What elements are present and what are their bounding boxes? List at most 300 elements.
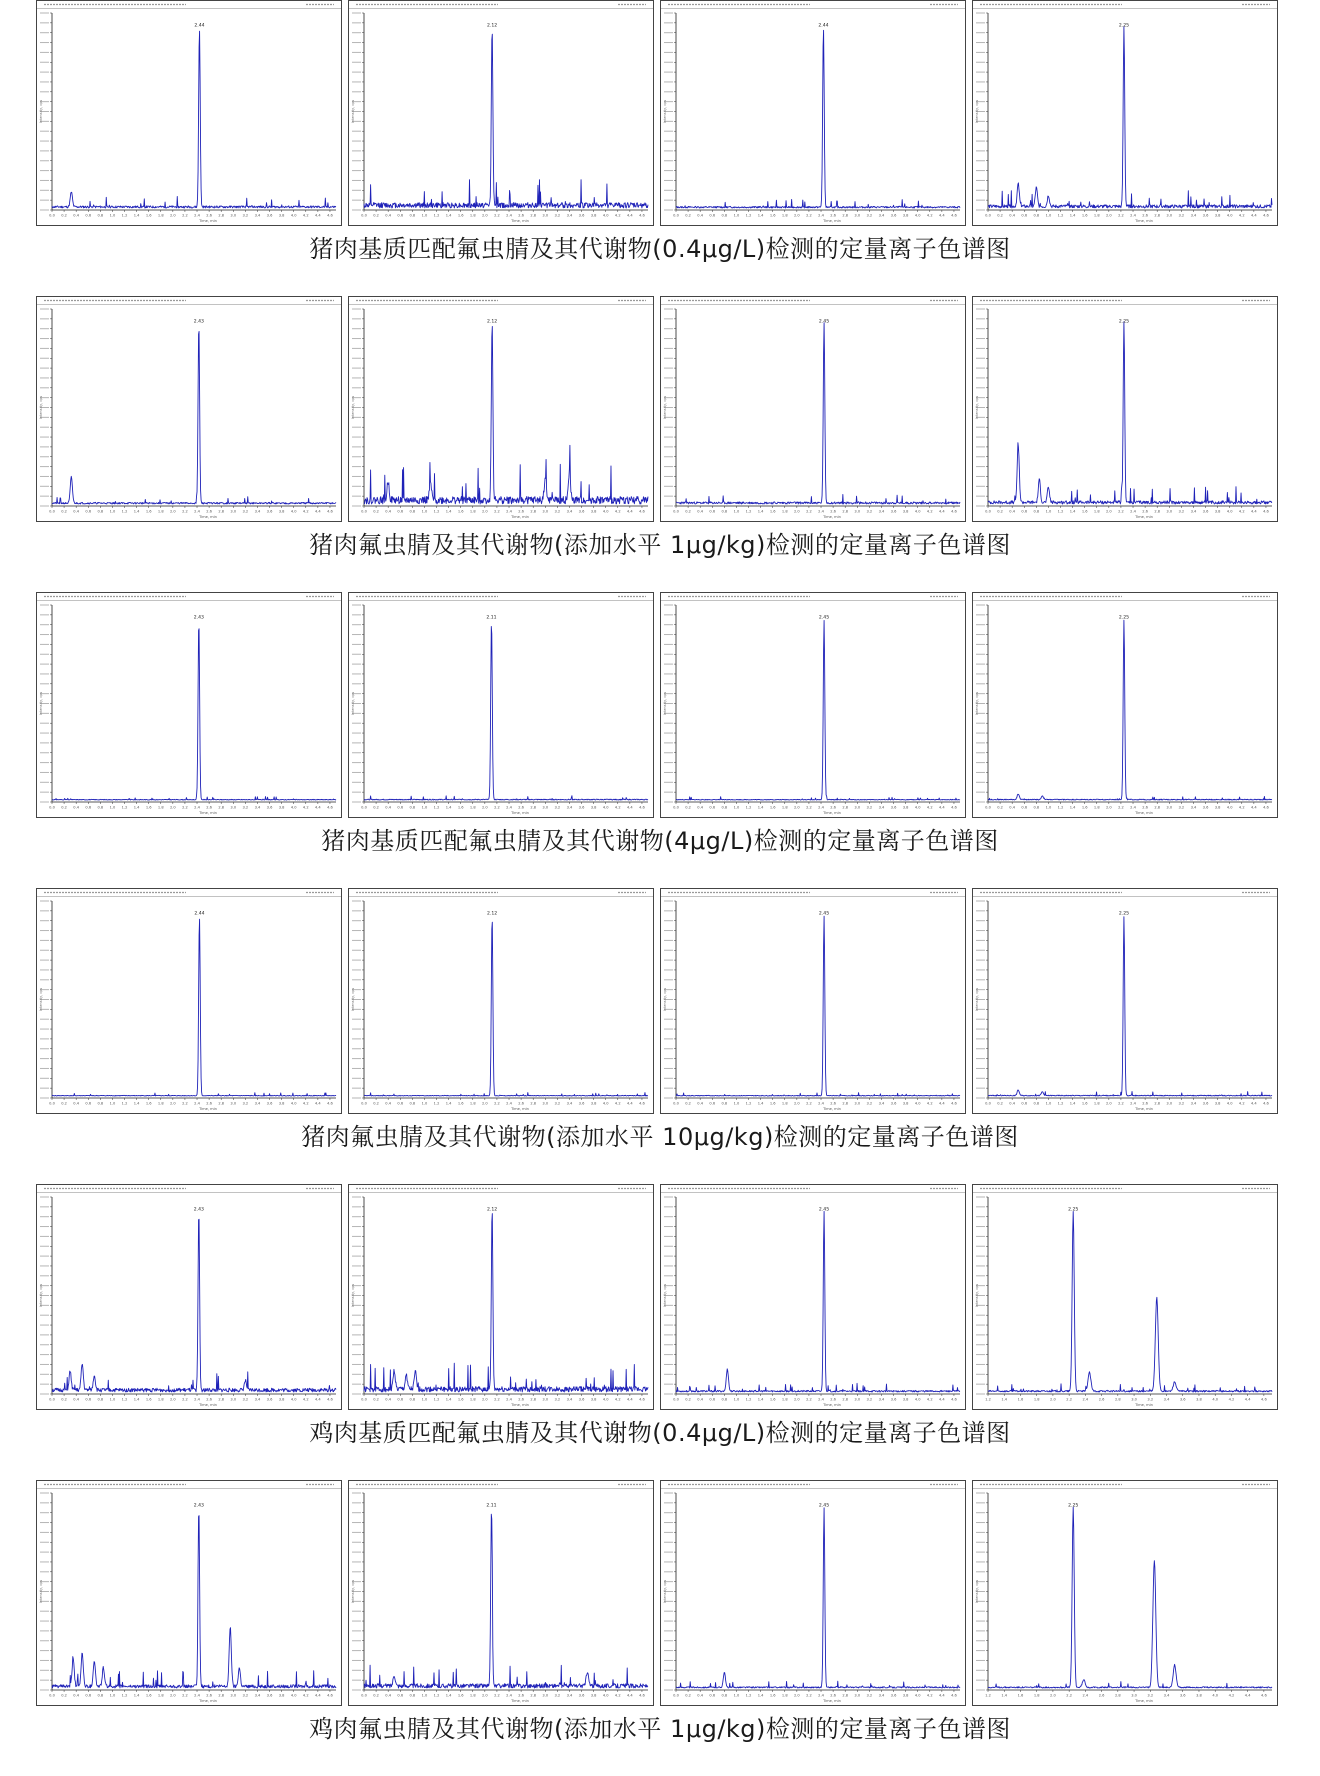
- x-tick-label: 3.6: [1202, 1101, 1209, 1106]
- x-tick-label: 2.6: [830, 1101, 836, 1106]
- x-tick-label: 1.4: [133, 213, 140, 218]
- x-tick-label: 4.4: [939, 213, 945, 218]
- chromatogram-panel: [660, 592, 966, 818]
- x-tick-label: 3.4: [566, 213, 573, 218]
- x-tick-label: 0.6: [85, 1397, 92, 1402]
- peak-rt-label: 2.12: [486, 911, 498, 917]
- x-tick-label: 1.0: [109, 1397, 116, 1402]
- x-tick-label: 0.0: [985, 805, 991, 810]
- plot-axes: [988, 1493, 1272, 1690]
- chromatogram-svg: [660, 296, 966, 522]
- peak-rt-label: 2.44: [818, 23, 829, 29]
- chromatogram-svg: [348, 1480, 654, 1706]
- panel-frame: [661, 593, 966, 818]
- x-tick-label: 1.2: [121, 1397, 128, 1402]
- x-tick-label: 0.4: [697, 805, 704, 810]
- x-tick-label: 4.2: [926, 1397, 933, 1402]
- x-tick-label: 2.0: [793, 805, 800, 810]
- x-tick-label: 3.8: [902, 1397, 909, 1402]
- x-tick-label: 0.8: [721, 509, 728, 514]
- x-tick-label: 1.0: [733, 1101, 740, 1106]
- x-tick-label: 1.2: [433, 509, 440, 514]
- chromatogram-trace: [676, 1508, 960, 1688]
- x-tick-label: 4.0: [602, 1101, 609, 1106]
- x-tick-label: 1.0: [1045, 509, 1052, 514]
- x-tick-label: 1.2: [1057, 213, 1064, 218]
- x-tick-label: 3.6: [578, 509, 585, 514]
- panel-frame: [349, 889, 654, 1114]
- chromatogram-svg: [660, 888, 966, 1114]
- x-tick-label: 3.6: [890, 1693, 897, 1698]
- x-tick-label: 4.6: [951, 805, 957, 810]
- x-tick-label: 1.2: [985, 1693, 991, 1698]
- x-tick-label: 3.6: [1179, 1693, 1186, 1698]
- chromatogram-svg: [660, 1184, 966, 1410]
- x-tick-label: 3.8: [902, 1693, 909, 1698]
- x-tick-label: 0.4: [697, 1101, 704, 1106]
- x-tick-label: 1.0: [733, 509, 740, 514]
- x-tick-label: 0.0: [673, 1397, 679, 1402]
- x-tick-label: 2.6: [830, 213, 836, 218]
- x-tick-label: 3.2: [1147, 1397, 1154, 1402]
- x-tick-label: 4.6: [951, 1101, 957, 1106]
- x-tick-label: 2.2: [494, 509, 500, 514]
- y-axis-label: Intensity, cps: [975, 691, 979, 716]
- peak-rt-label: 2.43: [193, 1207, 204, 1213]
- x-tick-label: 3.6: [890, 509, 897, 514]
- x-tick-label: 3.8: [278, 1397, 285, 1402]
- y-axis-label: Intensity, cps: [351, 1579, 355, 1604]
- x-tick-label: 4.4: [627, 213, 633, 218]
- chromatogram-trace: [988, 27, 1272, 208]
- x-tick-label: 3.2: [866, 1397, 873, 1402]
- x-tick-label: 3.8: [278, 1101, 285, 1106]
- x-tick-label: 2.4: [506, 1101, 512, 1106]
- x-tick-label: 0.8: [721, 805, 728, 810]
- x-tick-label: 1.6: [769, 509, 776, 514]
- y-axis-label: Intensity, cps: [39, 1283, 43, 1308]
- x-tick-label: 2.0: [1105, 805, 1112, 810]
- row-caption: 猪肉氟虫腈及其代谢物(添加水平 10μg/kg)检测的定量离子色谱图: [301, 1123, 1019, 1151]
- x-tick-label: 2.4: [1082, 1693, 1089, 1698]
- x-tick-label: 3.8: [590, 213, 597, 218]
- panel-frame: [37, 297, 342, 522]
- x-tick-label: 0.4: [73, 509, 80, 514]
- x-tick-label: 1.8: [157, 213, 164, 218]
- x-tick-label: 2.8: [218, 1101, 225, 1106]
- x-tick-label: 0.8: [409, 1397, 416, 1402]
- plot-axes: [676, 309, 960, 506]
- x-tick-label: 1.8: [781, 1397, 788, 1402]
- chromatogram-panel: [972, 888, 1278, 1114]
- peak-rt-label: 2.45: [818, 319, 830, 325]
- chromatogram-trace: [52, 31, 336, 208]
- panel-header-strip: [661, 593, 966, 601]
- x-tick-label: 2.4: [1130, 1101, 1136, 1106]
- x-tick-label: 4.2: [926, 1101, 933, 1106]
- panel-frame: [661, 1185, 966, 1410]
- x-tick-label: 1.6: [769, 805, 776, 810]
- x-tick-label: 2.4: [818, 509, 824, 514]
- x-axis-label: Time, min: [199, 1403, 217, 1407]
- x-tick-label: 2.8: [842, 1397, 849, 1402]
- x-tick-label: 3.2: [242, 509, 249, 514]
- panel-frame: [37, 889, 342, 1114]
- chromatogram-panel: [36, 592, 342, 818]
- x-tick-label: 1.4: [445, 1101, 452, 1106]
- x-tick-label: 1.2: [433, 1397, 440, 1402]
- x-tick-label: 4.2: [302, 1693, 309, 1698]
- x-tick-label: 1.0: [1045, 805, 1052, 810]
- x-tick-label: 3.4: [566, 1397, 573, 1402]
- plot-axes: [364, 13, 648, 210]
- x-tick-label: 2.6: [206, 1397, 212, 1402]
- x-axis-label: Time, min: [511, 811, 529, 815]
- x-tick-label: 1.8: [157, 805, 164, 810]
- chromatogram-trace: [988, 917, 1272, 1096]
- x-tick-label: 3.2: [866, 1101, 873, 1106]
- panel-frame: [349, 1185, 654, 1410]
- x-tick-label: 1.6: [457, 1397, 464, 1402]
- x-tick-label: 3.8: [1214, 1101, 1221, 1106]
- row-caption: 猪肉基质匹配氟虫腈及其代谢物(4μg/L)检测的定量离子色谱图: [321, 827, 999, 855]
- x-tick-label: 2.0: [1050, 1397, 1056, 1402]
- chromatogram-svg: [348, 592, 654, 818]
- x-tick-label: 0.8: [1033, 805, 1040, 810]
- peak-rt-label: 2.45: [818, 911, 830, 917]
- x-tick-label: 0.0: [361, 1397, 367, 1402]
- x-tick-label: 0.2: [685, 509, 691, 514]
- x-tick-label: 1.0: [733, 1693, 740, 1698]
- x-tick-label: 0.6: [709, 509, 716, 514]
- x-tick-label: 1.4: [757, 1397, 764, 1402]
- x-tick-label: 2.4: [818, 1101, 824, 1106]
- x-tick-label: 4.0: [1212, 1693, 1219, 1698]
- plot-axes: [52, 13, 336, 210]
- panel-header-strip: [661, 1481, 966, 1489]
- x-tick-label: 3.6: [1202, 213, 1209, 218]
- panel-header-strip: [973, 1185, 1278, 1193]
- x-tick-label: 2.8: [1114, 1693, 1121, 1698]
- x-axis-label: Time, min: [199, 811, 217, 815]
- peak-rt-label: 2.25: [1068, 1503, 1079, 1509]
- x-tick-label: 2.0: [169, 1397, 176, 1402]
- row-caption: 鸡肉氟虫腈及其代谢物(添加水平 1μg/kg)检测的定量离子色谱图: [309, 1715, 1011, 1743]
- x-tick-label: 2.4: [194, 805, 200, 810]
- panel-header-strip: [973, 1481, 1278, 1489]
- x-tick-label: 4.6: [951, 1397, 957, 1402]
- x-tick-label: 1.0: [421, 1693, 428, 1698]
- peak-rt-label: 2.45: [818, 1207, 830, 1213]
- x-tick-label: 4.4: [939, 1397, 945, 1402]
- x-tick-label: 2.2: [1066, 1397, 1073, 1402]
- x-tick-label: 1.2: [1057, 509, 1064, 514]
- y-axis-label: Intensity, cps: [663, 691, 667, 716]
- x-tick-label: 1.8: [1093, 1101, 1100, 1106]
- x-axis-label: Time, min: [823, 1107, 841, 1111]
- x-tick-label: 1.2: [121, 509, 128, 514]
- chromatogram-trace: [364, 327, 648, 504]
- x-tick-label: 3.0: [230, 509, 237, 514]
- x-tick-label: 0.4: [73, 1693, 80, 1698]
- x-tick-label: 1.8: [469, 1101, 476, 1106]
- x-tick-label: 1.4: [757, 805, 764, 810]
- x-tick-label: 1.2: [433, 1693, 440, 1698]
- x-tick-label: 1.6: [1017, 1397, 1024, 1402]
- x-tick-label: 0.0: [49, 805, 55, 810]
- x-tick-label: 4.4: [315, 1693, 321, 1698]
- x-axis-label: Time, min: [199, 219, 217, 223]
- x-tick-label: 0.4: [73, 213, 80, 218]
- x-tick-label: 0.8: [1033, 1101, 1040, 1106]
- x-tick-label: 4.2: [614, 1397, 621, 1402]
- x-tick-label: 4.2: [1238, 509, 1245, 514]
- x-tick-label: 0.2: [997, 509, 1003, 514]
- x-tick-label: 0.4: [385, 509, 392, 514]
- x-tick-label: 2.8: [1154, 805, 1161, 810]
- x-tick-label: 3.2: [866, 1693, 873, 1698]
- x-tick-label: 1.6: [145, 1693, 152, 1698]
- chromatogram-trace: [676, 1211, 960, 1392]
- panel-header-strip: [37, 1185, 342, 1193]
- chromatogram-trace: [676, 620, 960, 800]
- chromatogram-svg: [972, 592, 1278, 818]
- panel-header-strip: [349, 297, 654, 305]
- chromatogram-svg: [36, 1184, 342, 1410]
- x-tick-label: 4.4: [627, 805, 633, 810]
- x-tick-label: 0.2: [373, 1101, 379, 1106]
- x-tick-label: 1.6: [769, 1693, 776, 1698]
- x-tick-label: 2.6: [518, 1693, 524, 1698]
- panel-header-strip: [349, 1185, 654, 1193]
- x-tick-label: 3.6: [266, 1397, 273, 1402]
- x-tick-label: 0.8: [409, 1101, 416, 1106]
- x-tick-label: 4.2: [302, 1397, 309, 1402]
- x-tick-label: 0.6: [397, 805, 404, 810]
- x-tick-label: 4.6: [639, 213, 645, 218]
- x-tick-label: 1.6: [145, 1101, 152, 1106]
- x-tick-label: 4.6: [1261, 1397, 1267, 1402]
- x-tick-label: 3.2: [866, 509, 873, 514]
- x-tick-label: 1.2: [745, 1397, 752, 1402]
- x-tick-label: 3.4: [1190, 1101, 1197, 1106]
- x-tick-label: 1.0: [421, 509, 428, 514]
- x-tick-label: 4.6: [639, 805, 645, 810]
- x-tick-label: 1.2: [745, 213, 752, 218]
- x-tick-label: 4.2: [926, 509, 933, 514]
- x-tick-label: 0.0: [361, 1101, 367, 1106]
- x-tick-label: 0.0: [361, 509, 367, 514]
- x-tick-label: 1.8: [469, 213, 476, 218]
- x-tick-label: 0.2: [61, 1693, 67, 1698]
- x-tick-label: 1.8: [157, 509, 164, 514]
- x-tick-label: 0.2: [61, 1397, 67, 1402]
- peak-rt-label: 2.25: [1118, 319, 1130, 325]
- panel-frame: [37, 1185, 342, 1410]
- x-tick-label: 3.8: [902, 805, 909, 810]
- x-tick-label: 1.8: [781, 213, 788, 218]
- chromatogram-trace: [52, 1516, 336, 1688]
- plot-axes: [988, 605, 1272, 802]
- x-tick-label: 2.0: [481, 213, 488, 218]
- x-tick-label: 4.2: [614, 509, 621, 514]
- x-tick-label: 0.8: [1033, 509, 1040, 514]
- x-tick-label: 3.2: [554, 509, 561, 514]
- x-tick-label: 4.6: [951, 509, 957, 514]
- x-tick-label: 3.8: [590, 805, 597, 810]
- x-tick-label: 1.6: [769, 1101, 776, 1106]
- x-tick-label: 3.0: [542, 805, 549, 810]
- x-tick-label: 4.4: [315, 1397, 321, 1402]
- x-tick-label: 4.0: [914, 805, 921, 810]
- panel-header-strip: [37, 297, 342, 305]
- y-axis-label: Intensity, cps: [663, 987, 667, 1012]
- x-tick-label: 4.6: [639, 1397, 645, 1402]
- plot-axes: [364, 605, 648, 802]
- x-tick-label: 2.6: [206, 805, 212, 810]
- x-tick-label: 2.8: [842, 1693, 849, 1698]
- x-tick-label: 1.4: [757, 213, 764, 218]
- x-tick-label: 3.4: [254, 1693, 261, 1698]
- x-tick-label: 4.6: [1263, 805, 1269, 810]
- x-tick-label: 0.4: [73, 1101, 80, 1106]
- x-tick-label: 1.8: [1093, 213, 1100, 218]
- panel-header-strip: [973, 593, 1278, 601]
- plot-axes: [364, 901, 648, 1098]
- row-caption: 猪肉氟虫腈及其代谢物(添加水平 1μg/kg)检测的定量离子色谱图: [309, 531, 1011, 559]
- x-tick-label: 0.6: [1021, 805, 1028, 810]
- chromatogram-trace: [364, 1514, 648, 1688]
- panel-frame: [349, 1481, 654, 1706]
- chromatogram-panel: [36, 296, 342, 522]
- x-tick-label: 2.8: [218, 805, 225, 810]
- x-tick-label: 3.0: [1166, 509, 1173, 514]
- x-tick-label: 3.4: [878, 213, 885, 218]
- x-tick-label: 3.0: [854, 1101, 861, 1106]
- x-tick-label: 0.0: [361, 1693, 367, 1698]
- x-tick-label: 4.0: [914, 1101, 921, 1106]
- x-tick-label: 4.0: [1226, 213, 1233, 218]
- x-tick-label: 4.6: [327, 1397, 333, 1402]
- x-tick-label: 0.6: [397, 1693, 404, 1698]
- x-tick-label: 1.2: [121, 1101, 128, 1106]
- plot-axes: [676, 605, 960, 802]
- x-tick-label: 0.2: [373, 1693, 379, 1698]
- x-tick-label: 3.6: [1179, 1397, 1186, 1402]
- x-tick-label: 4.6: [1263, 213, 1269, 218]
- x-tick-label: 4.0: [1226, 509, 1233, 514]
- chromatogram-svg: [972, 296, 1278, 522]
- x-tick-label: 2.4: [194, 213, 200, 218]
- x-tick-label: 0.6: [85, 509, 92, 514]
- x-tick-label: 3.0: [542, 1101, 549, 1106]
- x-tick-label: 1.8: [781, 1101, 788, 1106]
- y-axis-label: Intensity, cps: [39, 1579, 43, 1604]
- x-tick-label: 3.0: [230, 805, 237, 810]
- y-axis-label: Intensity, cps: [663, 1283, 667, 1308]
- x-tick-label: 0.0: [985, 509, 991, 514]
- panel-header-strip: [661, 889, 966, 897]
- x-tick-label: 3.0: [854, 1397, 861, 1402]
- y-axis-label: Intensity, cps: [351, 99, 355, 124]
- panel-frame: [37, 1481, 342, 1706]
- x-tick-label: 0.6: [85, 213, 92, 218]
- x-axis-label: Time, min: [511, 1403, 529, 1407]
- y-axis-label: Intensity, cps: [975, 987, 979, 1012]
- x-tick-label: 3.8: [902, 213, 909, 218]
- x-axis-label: Time, min: [1135, 219, 1153, 223]
- x-tick-label: 3.4: [566, 1101, 573, 1106]
- x-tick-label: 0.6: [85, 1693, 92, 1698]
- panel-frame: [349, 1, 654, 226]
- x-tick-label: 4.0: [290, 1101, 297, 1106]
- x-tick-label: 0.4: [697, 213, 704, 218]
- x-axis-label: Time, min: [511, 1699, 529, 1703]
- x-tick-label: 0.2: [373, 805, 379, 810]
- y-axis-label: Intensity, cps: [975, 1283, 979, 1308]
- x-tick-label: 1.4: [1001, 1397, 1008, 1402]
- x-tick-label: 3.6: [890, 805, 897, 810]
- x-tick-label: 0.4: [73, 805, 80, 810]
- x-tick-label: 2.4: [818, 805, 824, 810]
- x-tick-label: 1.0: [109, 1693, 116, 1698]
- x-tick-label: 4.0: [914, 1693, 921, 1698]
- x-tick-label: 4.2: [926, 213, 933, 218]
- chromatogram-trace: [364, 922, 648, 1096]
- y-axis-label: Intensity, cps: [351, 691, 355, 716]
- x-tick-label: 4.4: [627, 1101, 633, 1106]
- x-tick-label: 4.6: [1261, 1693, 1267, 1698]
- x-tick-label: 1.0: [109, 1101, 116, 1106]
- x-tick-label: 0.8: [97, 1397, 104, 1402]
- x-tick-label: 2.8: [1114, 1397, 1121, 1402]
- chromatogram-svg: [36, 592, 342, 818]
- panel-header-strip: [37, 1, 342, 9]
- x-tick-label: 0.8: [97, 213, 104, 218]
- x-tick-label: 2.0: [793, 1693, 800, 1698]
- x-tick-label: 0.0: [673, 1693, 679, 1698]
- x-tick-label: 4.4: [315, 1101, 321, 1106]
- x-tick-label: 2.2: [182, 1693, 188, 1698]
- x-tick-label: 2.6: [206, 213, 212, 218]
- x-tick-label: 2.0: [793, 509, 800, 514]
- x-tick-label: 0.2: [997, 805, 1003, 810]
- x-tick-label: 2.6: [830, 805, 836, 810]
- x-tick-label: 0.2: [997, 1101, 1003, 1106]
- x-tick-label: 2.2: [806, 805, 812, 810]
- x-tick-label: 3.6: [266, 805, 273, 810]
- x-tick-label: 1.8: [157, 1101, 164, 1106]
- y-axis-label: Intensity, cps: [975, 395, 979, 420]
- x-tick-label: 2.0: [481, 509, 488, 514]
- x-tick-label: 4.4: [1244, 1693, 1251, 1698]
- x-tick-label: 1.2: [121, 1693, 128, 1698]
- x-tick-label: 1.6: [145, 805, 152, 810]
- x-tick-label: 0.2: [61, 805, 67, 810]
- x-axis-label: Time, min: [1135, 1107, 1153, 1111]
- y-axis-label: Intensity, cps: [351, 395, 355, 420]
- x-tick-label: 0.4: [385, 805, 392, 810]
- chromatogram-panel: [348, 0, 654, 226]
- x-axis-label: Time, min: [511, 515, 529, 519]
- x-tick-label: 3.4: [254, 805, 261, 810]
- chromatogram-trace: [988, 1211, 1272, 1392]
- x-tick-label: 3.0: [1131, 1397, 1137, 1402]
- x-tick-label: 0.4: [1009, 213, 1016, 218]
- x-tick-label: 3.0: [854, 1693, 861, 1698]
- x-tick-label: 4.6: [327, 1101, 333, 1106]
- plot-axes: [364, 309, 648, 506]
